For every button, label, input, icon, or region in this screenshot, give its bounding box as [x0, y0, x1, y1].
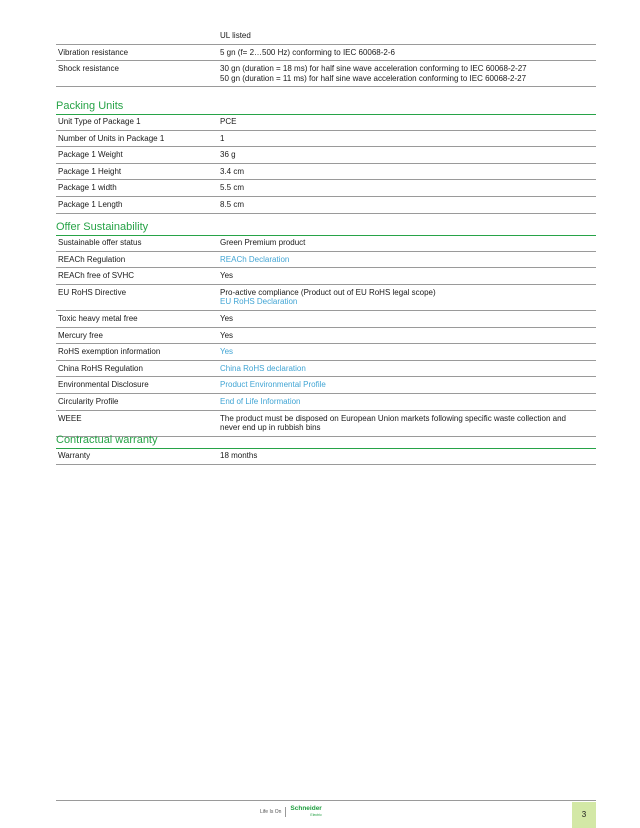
- row-label: REACh free of SVHC: [58, 271, 135, 281]
- row-value: 5.5 cm: [220, 183, 245, 193]
- row-value: 8.5 cm: [220, 199, 245, 209]
- product-environmental-profile-link[interactable]: Product Environmental Profile: [220, 380, 326, 390]
- table-row: [56, 252, 596, 269]
- table-row: [56, 131, 596, 148]
- row-value: UL listed: [220, 31, 251, 40]
- page-number: 3: [572, 802, 596, 828]
- table-row: [56, 45, 596, 62]
- row-value: PCE: [220, 117, 237, 126]
- row-value: Yes: [220, 330, 234, 340]
- table-row: [56, 361, 596, 378]
- table-row: [56, 147, 596, 164]
- row-label: EU RoHS Directive: [58, 287, 127, 297]
- china-rohs-declaration-link[interactable]: China RoHS declaration: [220, 363, 306, 373]
- table-row: [56, 114, 596, 131]
- table-row: [56, 28, 596, 45]
- row-label: Unit Type of Package 1: [58, 117, 141, 126]
- row-label: WEEE: [58, 413, 82, 423]
- packing-units-table: [56, 114, 596, 214]
- table-row: [56, 344, 596, 361]
- row-value: 1: [220, 133, 225, 143]
- section-title-offer-sustainability: Offer Sustainability: [56, 221, 596, 236]
- row-label: Package 1 Weight: [58, 150, 123, 160]
- row-value: 36 g: [220, 150, 236, 160]
- schneider-logo: [260, 806, 322, 818]
- table-row: [56, 311, 596, 328]
- reach-declaration-link[interactable]: REACh Declaration: [220, 254, 290, 264]
- table-row: [56, 197, 596, 214]
- row-label: REACh Regulation: [58, 254, 126, 264]
- row-label: Toxic heavy metal free: [58, 313, 138, 323]
- table-row: [56, 164, 596, 181]
- section-title-contractual-warranty: Contractual warranty: [56, 434, 596, 449]
- row-value: 3.4 cm: [220, 166, 245, 176]
- row-value: 30 gn (duration = 18 ms) for half sine wave acceleration conforming to IEC 60068-2-27 50 gn (duration = 11 ms) for half sine wave acceleration conforming to IEC 60068-2-27: [220, 64, 527, 83]
- row-label: China RoHS Regulation: [58, 363, 143, 373]
- row-label: Number of Units in Package 1: [58, 133, 165, 143]
- row-value: 5 gn (f= 2…500 Hz) conforming to IEC 60068-2-6: [220, 47, 395, 57]
- eu-rohs-declaration-link[interactable]: EU RoHS Declaration: [220, 297, 298, 307]
- row-label: Sustainable offer status: [58, 238, 142, 247]
- row-label: Package 1 Height: [58, 166, 122, 176]
- table-row: [56, 394, 596, 411]
- row-value: Yes: [220, 313, 234, 323]
- table-row: [56, 61, 596, 87]
- table-row: [56, 411, 596, 437]
- table-row: [56, 235, 596, 252]
- table-row: [56, 377, 596, 394]
- row-label: Warranty: [58, 451, 91, 460]
- table-row: [56, 285, 596, 311]
- row-label: Shock resistance: [58, 64, 119, 74]
- table-row: [56, 328, 596, 345]
- row-label: Vibration resistance: [58, 47, 129, 57]
- end-of-life-information-link[interactable]: End of Life Information: [220, 396, 301, 406]
- warranty-table: [56, 448, 596, 465]
- table-row: [56, 268, 596, 285]
- row-label: Package 1 width: [58, 183, 117, 193]
- logo-separator: [285, 807, 286, 817]
- row-value: The product must be disposed on European Union markets following specific waste collection and: [220, 413, 566, 423]
- row-label: RoHS exemption information: [58, 347, 161, 357]
- section-title-packing-units: Packing Units: [56, 100, 596, 115]
- row-label: Environmental Disclosure: [58, 380, 149, 390]
- row-value: Yes: [220, 271, 234, 281]
- row-label: Mercury free: [58, 330, 103, 340]
- row-label: Circularity Profile: [58, 396, 119, 406]
- offer-sustainability-table: [56, 235, 596, 437]
- rohs-exemption-link[interactable]: Yes: [220, 347, 234, 357]
- characteristics-table-continued: [56, 28, 596, 87]
- row-value: Green Premium product: [220, 238, 306, 247]
- brand-name: Schneider Electric: [290, 805, 322, 817]
- table-row: [56, 448, 596, 465]
- footer-divider: [56, 800, 596, 801]
- row-label: Package 1 Length: [58, 199, 123, 209]
- row-value: Pro-active compliance (Product out of EU RoHS legal scope): [220, 287, 436, 297]
- row-label: [56, 31, 220, 41]
- row-value: never end up in rubbish bins: [220, 423, 321, 433]
- table-row: [56, 180, 596, 197]
- row-value: 18 months: [220, 451, 258, 460]
- tagline: Life Is On: [260, 809, 282, 815]
